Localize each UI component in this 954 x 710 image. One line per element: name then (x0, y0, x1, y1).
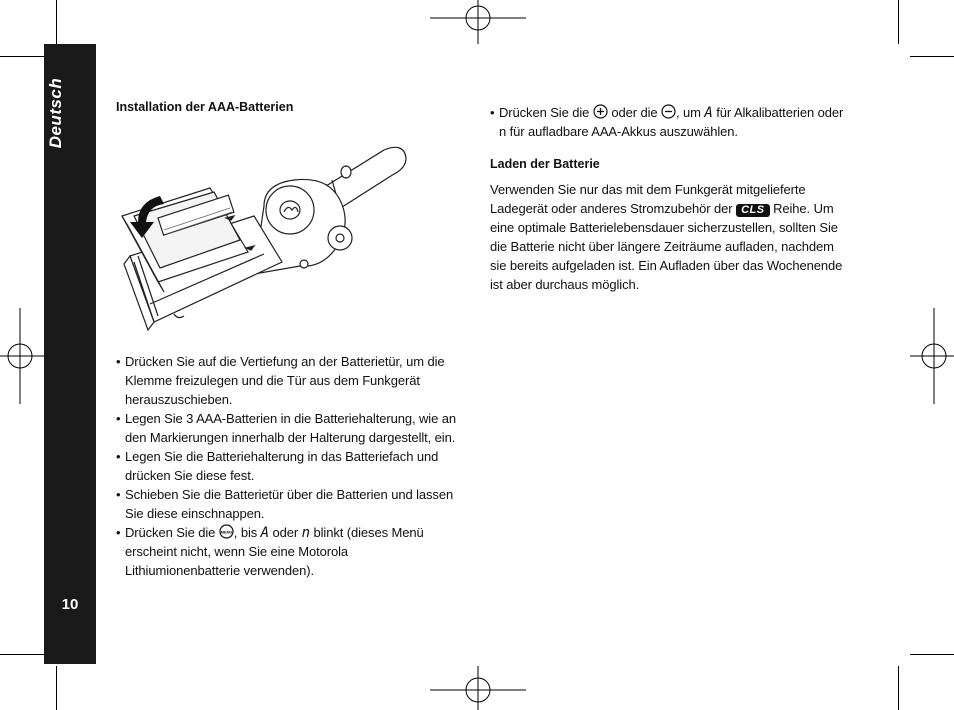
registration-mark-bottom (430, 666, 526, 710)
battery-type-text: , um (676, 105, 701, 120)
battery-type-text: oder die (611, 105, 658, 120)
charging-paragraph (490, 180, 848, 294)
menu-step-text: oder (272, 525, 299, 540)
battery-type-step (490, 103, 850, 141)
menu-step-text: Drücken Sie die (125, 525, 216, 540)
section-heading-charging: Laden der Batterie (490, 157, 600, 171)
svg-text:MENU: MENU (220, 529, 232, 535)
battery-type-text: für Alkalibatterien oder n für aufladbare AAA-Akkus auszuwählen. (499, 105, 844, 139)
charging-text: Reihe. Um eine optimale Batterielebensdauer sicherzustellen, sollten Sie die Batterie nicht über längere Zeiträume aufladen, nachdem sie bereits aufgeladen ist. Ein Aufladen über das Wochenende ist aber durchaus möglich. (490, 201, 843, 292)
list-item: • Legen Sie die Batteriehalterung in das Batteriefach und drücken Sie diese fest. (116, 447, 466, 485)
section-heading-installation: Installation der AAA-Batterien (116, 100, 294, 114)
battery-installation-illustration (114, 144, 414, 334)
alkaline-symbol: A (260, 525, 269, 541)
charging-text: Verwenden Sie nur das mit dem Funkgerät mitgelieferte Ladegerät oder anderes Stromzubehör der (490, 182, 806, 216)
menu-step-text: blinkt (dieses Menü erscheint nicht, wenn Sie eine Motorola Lithiumionenbatterie verwenden). (125, 525, 424, 578)
list-item-battery-type (490, 103, 850, 141)
crop-mark (910, 56, 954, 57)
registration-mark-top (430, 0, 526, 44)
rechargeable-symbol: n (301, 525, 310, 541)
registration-mark-right (910, 308, 954, 404)
crop-mark (0, 56, 44, 57)
crop-mark (898, 0, 899, 44)
alkaline-symbol: A (704, 105, 713, 121)
crop-mark (0, 654, 44, 655)
battery-type-text: Drücken Sie die (499, 105, 590, 120)
page-number: 10 (61, 596, 79, 613)
list-item: • Schieben Sie die Batterietür über die Batterien und lassen Sie diese einschnappen. (116, 485, 466, 523)
list-item: • Legen Sie 3 AAA-Batterien in die Batteriehalterung, wie an den Markierungen innerhalb der Halterung dargestellt, ein. (116, 409, 466, 447)
installation-steps (116, 352, 466, 580)
list-item: • Drücken Sie auf die Vertiefung an der Batterietür, um die Klemme freizulegen und die Tür aus dem Funkgerät herauszuschieben. (116, 352, 466, 409)
list-item-menu (116, 523, 466, 580)
registration-mark-left (0, 308, 44, 404)
menu-button-icon (219, 524, 234, 539)
crop-mark (910, 654, 954, 655)
crop-mark (56, 666, 57, 710)
sidebar-tab (44, 44, 96, 664)
language-label: Deutsch (46, 77, 65, 149)
plus-button-icon (593, 104, 608, 119)
minus-button-icon (661, 104, 676, 119)
cls-logo: CLS (736, 204, 770, 217)
menu-step-text: , bis (233, 525, 258, 540)
crop-mark (898, 666, 899, 710)
